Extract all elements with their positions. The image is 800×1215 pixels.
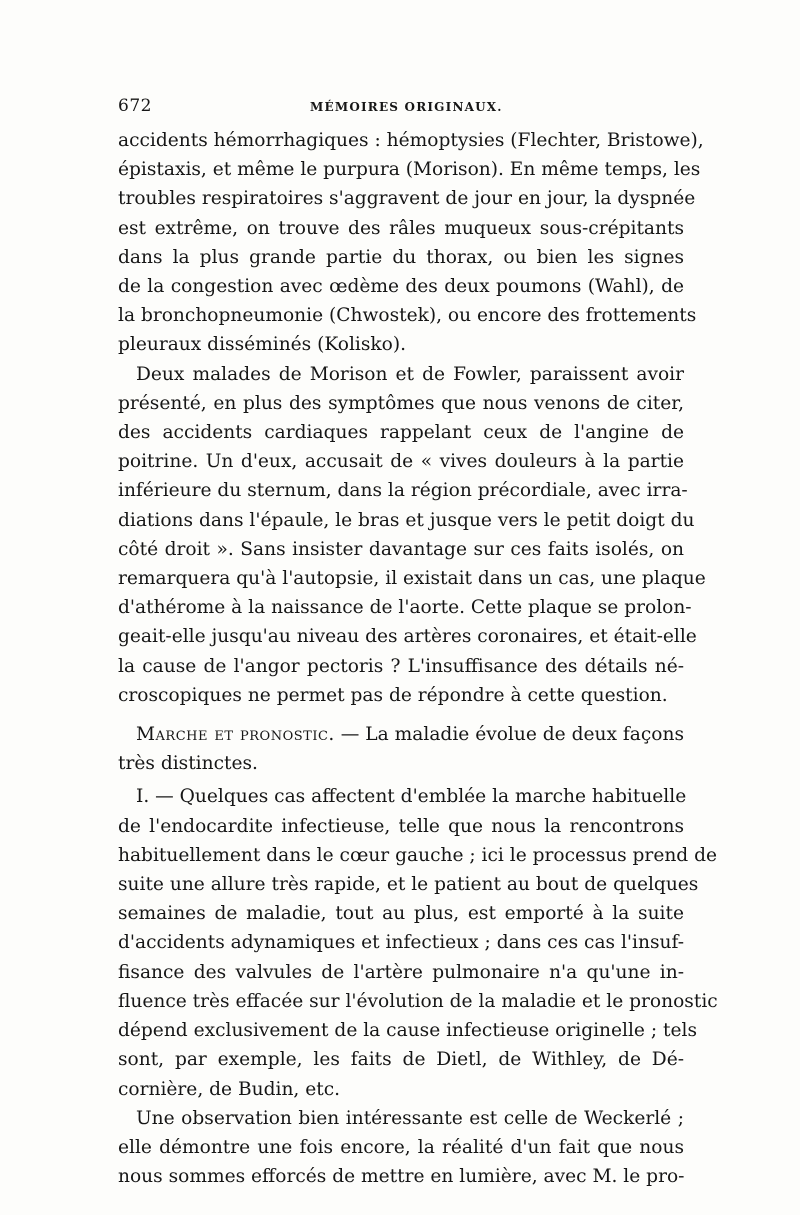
- text-line: troubles respiratoires s'aggravent de jour en jour, la dyspnée: [118, 188, 696, 210]
- text-line: remarquera qu'à l'autopsie, il existait dans un cas, une plaque: [118, 568, 706, 590]
- book-page: [118, 96, 718, 1191]
- text-line: d'accidents adynamiques et infectieux ; dans ces cas l'insuf-: [118, 932, 684, 954]
- text-line: très distinctes.: [118, 753, 258, 775]
- text-line: de l'endocardite infectieuse, telle que nous la rencontrons: [118, 815, 684, 837]
- text-line: Une observation bien intéressante est celle de Weckerlé ;: [136, 1107, 684, 1129]
- running-title: MÉMOIRES ORIGINAUX.: [310, 100, 503, 114]
- text-line: épistaxis, et même le purpura (Morison). En même temps, les: [118, 159, 701, 181]
- text-line: la bronchopneumonie (Chwostek), ou encore des frottements: [118, 305, 697, 327]
- text-line: suite une allure très rapide, et le patient au bout de quelques: [118, 874, 699, 896]
- text-line: habituellement dans le cœur gauche ; ici le processus prend de: [118, 844, 718, 866]
- text-line: Deux malades de Morison et de Fowler, paraissent avoir: [136, 363, 684, 385]
- section-gap: [118, 710, 684, 720]
- text-line: fisance des valvules de l'artère pulmonaire n'a qu'une in-: [118, 961, 684, 983]
- text-line: sont, par exemple, les faits de Dietl, de Withley, de Dé-: [118, 1049, 684, 1071]
- text-line: dépend exclusivement de la cause infectieuse originelle ; tels: [118, 1020, 697, 1042]
- text-line: côté droit ». Sans insister davantage sur ces faits isolés, on: [118, 538, 684, 560]
- heading-continuation: — La maladie évolue de deux façons: [334, 724, 685, 746]
- section-paragraph-marche: [118, 720, 684, 778]
- text-line: croscopiques ne permet pas de répondre à cette question.: [118, 684, 668, 706]
- text-line: diations dans l'épaule, le bras et jusque vers le petit doigt du: [118, 509, 695, 531]
- text-line: la cause de l'angor pectoris ? L'insuffisance des détails né-: [118, 655, 684, 677]
- text-line: pleuraux disséminés (Kolisko).: [118, 334, 407, 356]
- text-line: de la congestion avec œdème des deux poumons (Wahl), de: [118, 276, 684, 298]
- page-header: [118, 96, 684, 122]
- text-line: semaines de maladie, tout au plus, est emporté à la suite: [118, 903, 684, 925]
- text-line: elle démontre une fois encore, la réalité d'un fait que nous: [118, 1136, 684, 1158]
- text-line: d'athérome à la naissance de l'aorte. Cette plaque se prolon-: [118, 597, 692, 619]
- paragraph-4: [118, 782, 718, 1103]
- text-line: poitrine. Un d'eux, accusait de « vives douleurs à la partie: [118, 451, 684, 473]
- text-line: accidents hémorrhagiques : hémoptysies (Flechter, Bristowe),: [118, 130, 704, 151]
- text-line: présenté, en plus des symptômes que nous venons de citer,: [118, 392, 684, 414]
- text-line: fluence très effacée sur l'évolution de la maladie et le pronostic: [118, 990, 718, 1012]
- text-line: inférieure du sternum, dans la région précordiale, avec irra-: [118, 480, 688, 502]
- text-line: [118, 720, 684, 749]
- paragraph-2: [118, 360, 706, 710]
- text-line: nous sommes efforcés de mettre en lumière, avec M. le pro-: [118, 1166, 685, 1188]
- text-line: I. — Quelques cas affectent d'emblée la marche habituelle: [136, 786, 687, 808]
- page-number: 672: [118, 96, 152, 116]
- paragraph-5: [118, 1104, 684, 1192]
- paragraph-1: [118, 126, 704, 360]
- text-line: dans la plus grande partie du thorax, ou bien les signes: [118, 246, 684, 268]
- section-heading: Marche et pronostic.: [136, 724, 335, 746]
- text-line: est extrême, on trouve des râles muqueux sous-crépitants: [118, 217, 684, 239]
- text-line: cornière, de Budin, etc.: [118, 1078, 341, 1100]
- text-line: geait-elle jusqu'au niveau des artères coronaires, et était-elle: [118, 626, 697, 648]
- text-line: des accidents cardiaques rappelant ceux de l'angine de: [118, 422, 684, 444]
